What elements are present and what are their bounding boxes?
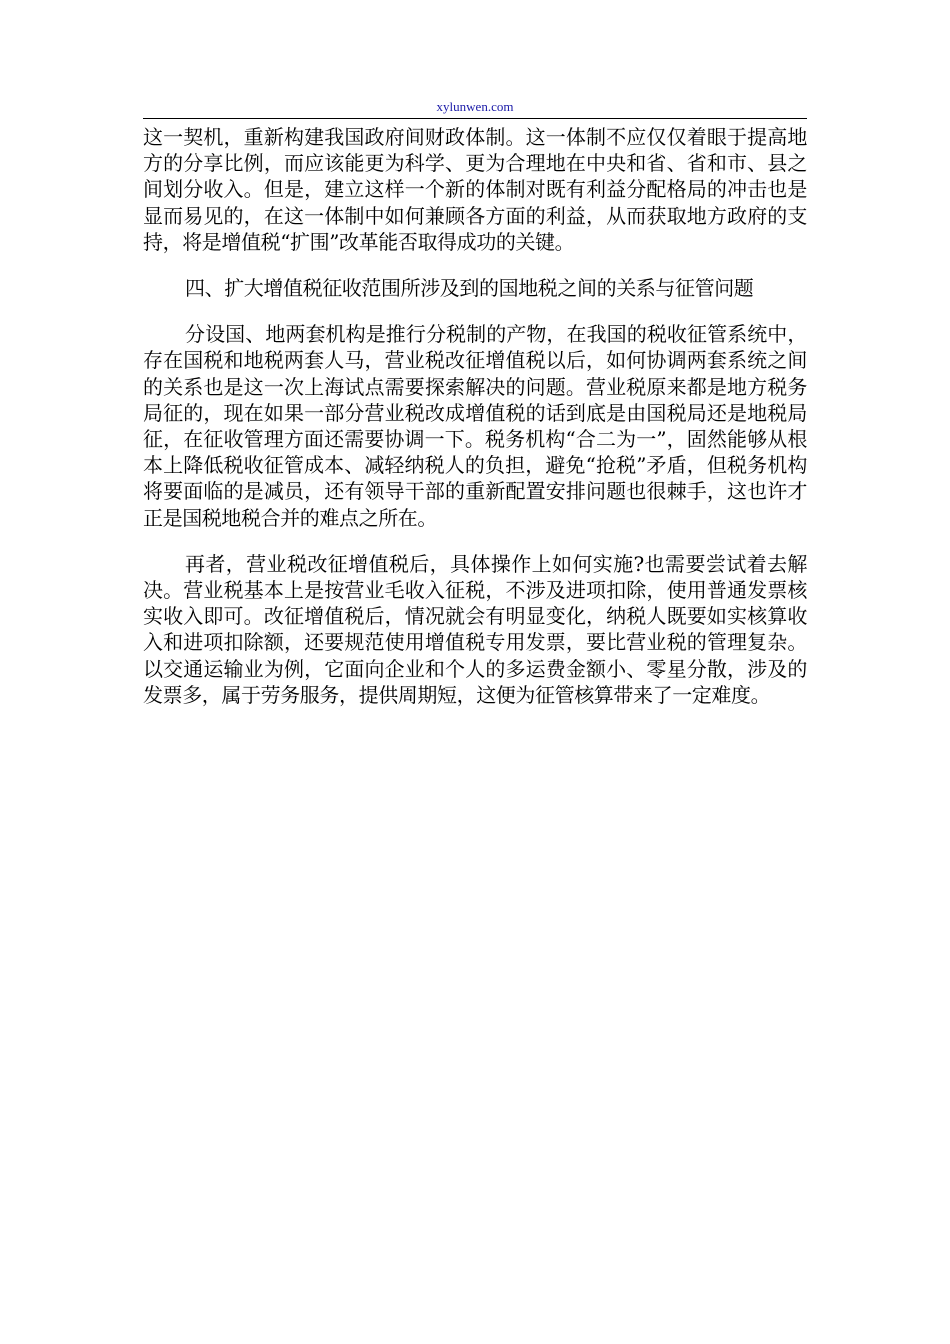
paragraph-implementation: 再者，营业税改征增值税后，具体操作上如何实施?也需要尝试着去解决。营业税基本上是按营业毛收入征税，不涉及进项扣除，使用普通发票核实收入即可。改征增值税后，情况就会有明显变化，纳税人既要如实核算收入和进项扣除额，还要规范使用增值税专用发票，要比营业税的管理复杂。以交通运输业为例，它面向企业和个人的多运费金额小、零星分散，涉及的发票多，属于劳务服务，提供周期短，这便为征管核算带来了一定难度。: [143, 551, 807, 707]
paragraph-continuation: 这一契机，重新构建我国政府间财政体制。这一体制不应仅仅着眼于提高地方的分享比例，而应该能更为科学、更为合理地在中央和省、省和市、县之间划分收入。但是，建立这样一个新的体制对既有利益分配格局的冲击也是显而易见的，在这一体制中如何兼顾各方面的利益，从而获取地方政府的支持，将是增值税“扩围”改革能否取得成功的关键。: [143, 125, 807, 254]
page-header: [143, 98, 807, 119]
paragraph-tax-agencies: 分设国、地两套机构是推行分税制的产物，在我国的税收征管系统中，存在国税和地税两套人马，营业税改征增值税以后，如何协调两套系统之间的关系也是这一次上海试点需要探索解决的问题。营业税原来都是地方税务局征的，现在如果一部分营业税改成增值税的话到底是由国税局还是地税局征，在征收管理方面还需要协调一下。税务机构“合二为一”，固然能够从根本上降低税收征管成本、减轻纳税人的负担，避免“抢税”矛盾，但税务机构将要面临的是减员，还有领导干部的重新配置安排问题也很棘手，这也许才正是国税地税合并的难点之所在。: [143, 322, 807, 530]
document-body: [143, 124, 807, 708]
site-link[interactable]: xylunwen.com: [436, 99, 514, 114]
section-heading: 四、扩大增值税征收范围所涉及到的国地税之间的关系与征管问题: [185, 276, 754, 301]
